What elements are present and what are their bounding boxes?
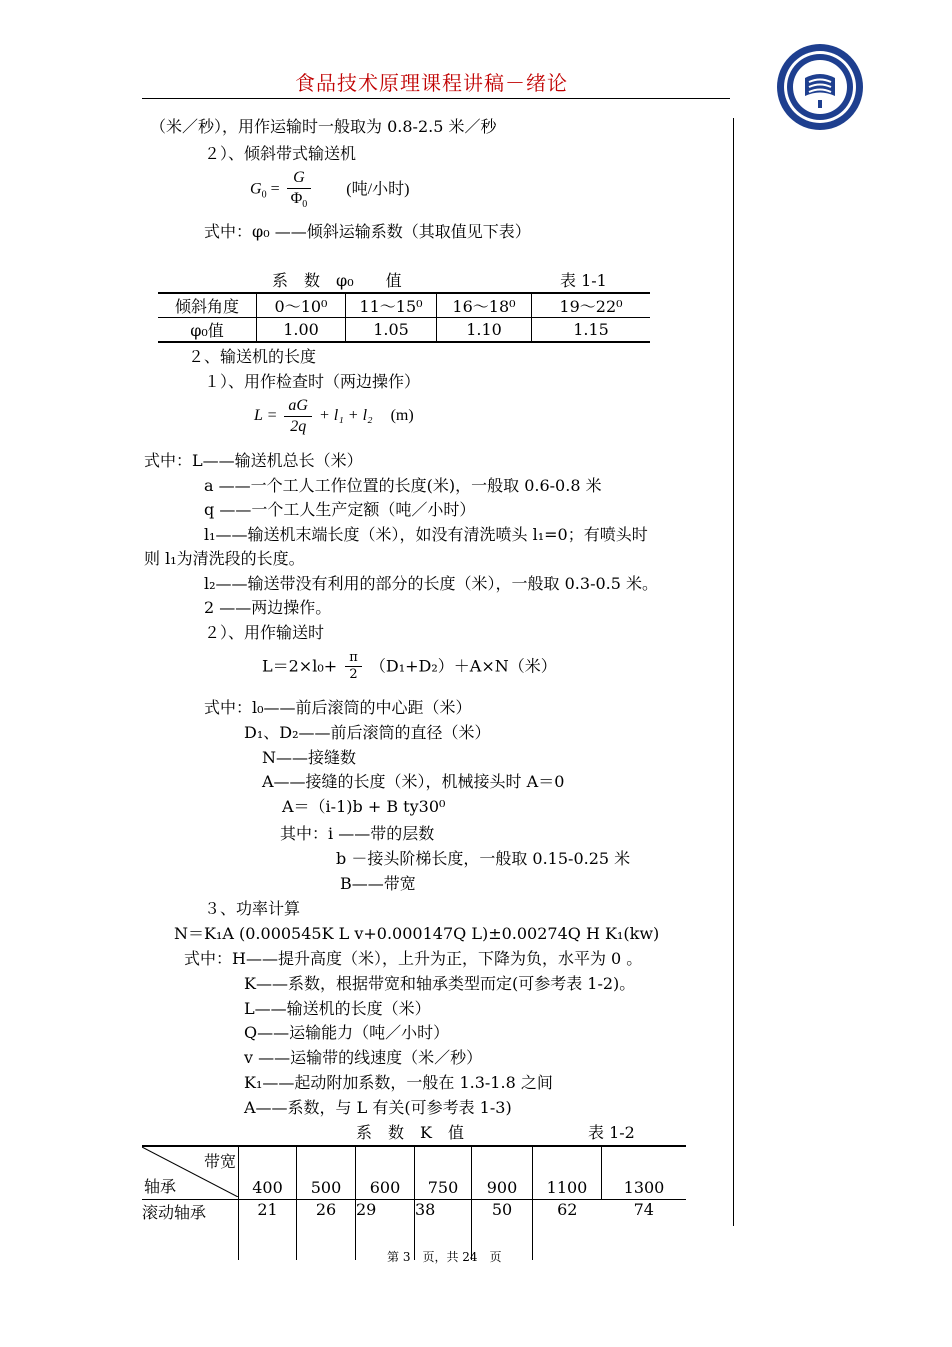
table-1-1-label: 表 1-1 bbox=[560, 271, 607, 290]
corner-top-label: 带宽 bbox=[203, 1152, 236, 1171]
text-line-12: 2 ——两边操作。 bbox=[204, 598, 332, 617]
table-1-2 bbox=[142, 1145, 686, 1260]
table-cell: 1.15 bbox=[532, 318, 651, 343]
table-cell: 21 bbox=[239, 1200, 297, 1227]
table-row bbox=[158, 293, 650, 318]
table-cell: 11～15⁰ bbox=[346, 293, 437, 318]
table-cell: 0～10⁰ bbox=[257, 293, 346, 318]
table-header-cell: 600 bbox=[356, 1146, 415, 1200]
table-cell bbox=[533, 1226, 602, 1260]
text-line-26: L——输送机的长度（米） bbox=[244, 999, 431, 1018]
table-cell: 29 bbox=[356, 1200, 415, 1227]
formula-g0-unit: (吨/小时) bbox=[346, 180, 410, 198]
formula-l-fraction bbox=[284, 396, 312, 437]
table-corner-cell bbox=[142, 1146, 239, 1200]
table-cell: 滚动轴承 bbox=[142, 1203, 207, 1222]
formula-length-check bbox=[254, 396, 414, 437]
text-line-28: v ——运输带的线速度（米／秒） bbox=[244, 1048, 483, 1067]
text-line-17: A——接缝的长度（米），机械接头时 A＝0 bbox=[262, 772, 565, 791]
table-cell bbox=[239, 1226, 297, 1260]
text-line-22: ３、功率计算 bbox=[204, 899, 301, 918]
header-divider bbox=[142, 98, 730, 99]
text-line-11: l₂——输送带没有利用的部分的长度（米），一般取 0.3-0.5 米。 bbox=[204, 574, 659, 593]
text-line-13: ２）、用作输送时 bbox=[204, 623, 325, 642]
text-line-1: （米／秒），用作运输时一般取为 0.8-2.5 米／秒 bbox=[150, 117, 497, 136]
formula-l-lhs: L = bbox=[254, 407, 278, 425]
table-cell: φ₀值 bbox=[158, 318, 257, 343]
table-row bbox=[142, 1200, 686, 1227]
text-line-27: Q——运输能力（吨／小时） bbox=[244, 1023, 450, 1042]
formula-lt-part-b: （D₁+D₂）＋A×N（米） bbox=[369, 656, 557, 676]
text-line-21: B——带宽 bbox=[340, 874, 416, 893]
text-line-7: a ——一个工人工作位置的长度(米)，一般取 0.6-0.8 米 bbox=[204, 476, 602, 495]
table-cell: 倾斜角度 bbox=[158, 293, 257, 318]
table-cell: 19～22⁰ bbox=[532, 293, 651, 318]
university-logo bbox=[775, 42, 865, 132]
formula-g0-lhs: G bbox=[250, 180, 262, 198]
formula-l-rest: + l₁ + l₂ bbox=[318, 407, 373, 425]
table-cell: 26 bbox=[297, 1200, 356, 1227]
formula-g0-fraction bbox=[287, 168, 312, 212]
text-line-8: q ——一个工人生产定额（吨／小时） bbox=[204, 500, 476, 519]
table-header-cell: 900 bbox=[472, 1146, 533, 1200]
table-cell: 16～18⁰ bbox=[437, 293, 532, 318]
text-line-24: 式中：H——提升高度（米），上升为正，下降为负，水平为 0 。 bbox=[184, 949, 643, 968]
formula-g0: $G_0$ = $\frac{G}{\Phi_0}$ (吨/小时) bbox=[250, 169, 410, 211]
table-row bbox=[142, 1146, 686, 1200]
table-cell bbox=[297, 1226, 356, 1260]
table-header-cell: 1100 bbox=[533, 1146, 602, 1200]
formula-l-numerator: aG bbox=[284, 396, 312, 417]
text-line-15: D₁、D₂——前后滚筒的直径（米） bbox=[244, 723, 491, 742]
formula-lt-part-a: L＝2×l₀+ bbox=[262, 656, 338, 676]
formula-g0-lhs-sub: 0 bbox=[261, 189, 267, 201]
text-line-2: ２）、倾斜带式输送机 bbox=[204, 144, 357, 163]
text-line-19: 其中：i ——带的层数 bbox=[280, 824, 435, 843]
page-footer: 第 3 页，共 24 页 bbox=[387, 1250, 502, 1264]
text-line-29: K₁——起动附加系数，一般在 1.3-1.8 之间 bbox=[244, 1073, 553, 1092]
formula-g0-numerator: G bbox=[287, 168, 312, 189]
table-cell: 62 bbox=[533, 1200, 602, 1227]
formula-lt-numerator: π bbox=[345, 650, 362, 667]
text-line-16: N——接缝数 bbox=[262, 748, 357, 767]
table-1-1-caption: 系 数 φ₀ 值 bbox=[272, 271, 402, 290]
table-header-cell: 400 bbox=[239, 1146, 297, 1200]
table-cell bbox=[142, 1226, 239, 1260]
table-row bbox=[158, 318, 650, 343]
text-line-6: 式中：L——输送机总长（米） bbox=[144, 451, 363, 470]
table-1-1 bbox=[158, 292, 650, 343]
table-cell: 74 bbox=[633, 1200, 654, 1219]
formula-length-transport bbox=[262, 650, 557, 684]
text-line-20: b －接头阶梯长度，一般取 0.15-0.25 米 bbox=[336, 849, 631, 868]
text-line-25: K——系数，根据带宽和轴承类型而定(可参考表 1-2)。 bbox=[244, 974, 636, 993]
formula-lt-fraction bbox=[345, 650, 362, 684]
text-line-14: 式中：l₀——前后滚筒的中心距（米） bbox=[204, 698, 472, 717]
text-line-4: ２、输送机的长度 bbox=[188, 347, 317, 366]
table-header-cell: 1300 bbox=[602, 1146, 687, 1200]
table-header-cell: 750 bbox=[415, 1146, 472, 1200]
formula-l-denominator: 2q bbox=[290, 418, 307, 435]
page-header-title: 食品技术原理课程讲稿－绪论 bbox=[295, 71, 568, 95]
formula-l-unit: (m) bbox=[390, 407, 414, 425]
table-cell: 1.00 bbox=[257, 318, 346, 343]
table-1-2-caption: 系 数 K 值 bbox=[356, 1123, 464, 1142]
table-cell: 1.10 bbox=[437, 318, 532, 343]
table-cell: 50 bbox=[472, 1200, 533, 1227]
table-cell: 38 bbox=[415, 1200, 472, 1227]
formula-lt-denominator: 2 bbox=[349, 667, 358, 683]
text-line-10: 则 l₁为清洗段的长度。 bbox=[144, 549, 305, 568]
right-margin-rule bbox=[733, 118, 734, 1226]
table-header-cell: 500 bbox=[297, 1146, 356, 1200]
table-cell: 1.05 bbox=[346, 318, 437, 343]
text-line-5: １）、用作检查时（两边操作） bbox=[204, 372, 421, 391]
text-line-23: N＝K₁A (0.000545K L v+0.000147Q L)±0.00274Q H K₁(kw) bbox=[174, 924, 660, 943]
text-line-18: A＝（i-1)b + B ty30⁰ bbox=[282, 797, 446, 816]
table-1-2-label: 表 1-2 bbox=[588, 1123, 635, 1142]
table-cell bbox=[602, 1226, 687, 1260]
corner-bottom-label: 轴承 bbox=[144, 1177, 177, 1196]
text-line-9: l₁——输送机末端长度（米），如没有清洗喷头 l₁=0；有喷头时 bbox=[204, 525, 648, 544]
text-line-3: 式中：φ₀ ——倾斜运输系数（其取值见下表） bbox=[204, 222, 531, 241]
text-line-30: A——系数，与 L 有关(可参考表 1-3) bbox=[244, 1098, 512, 1117]
formula-g0-denominator: $\Phi_0$ bbox=[290, 190, 308, 211]
